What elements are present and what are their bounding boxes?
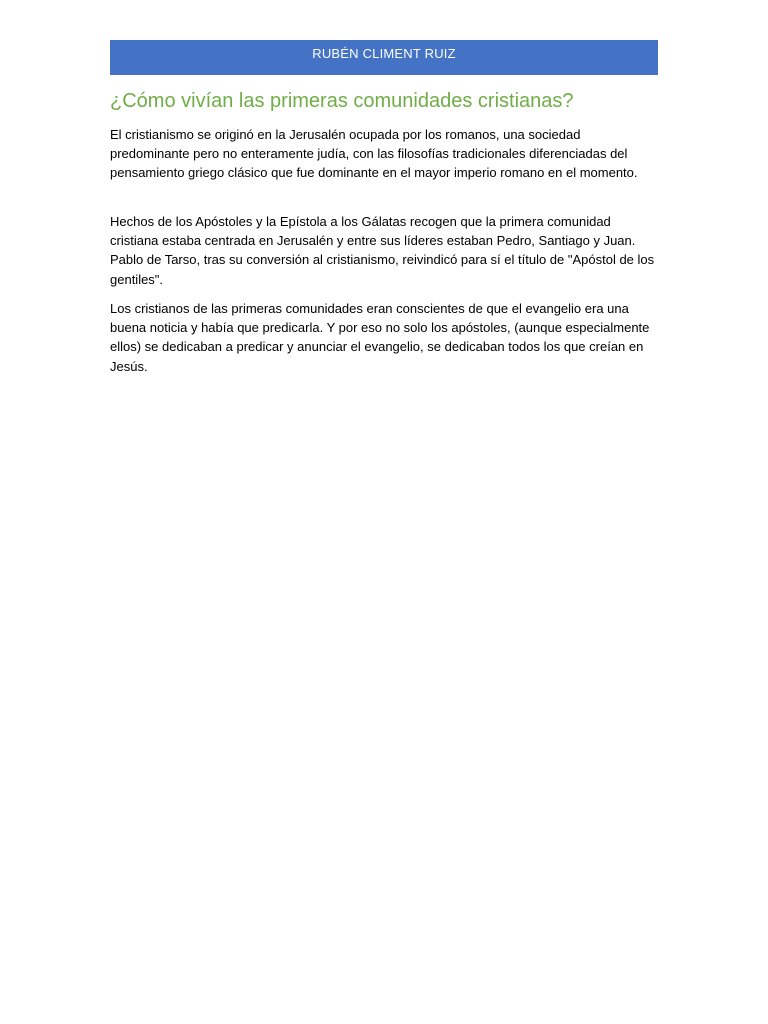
paragraph-3: Los cristianos de las primeras comunidades eran conscientes de que el evangelio era una buena noticia y había que predicarla. Y por eso no solo los apóstoles, (aunque especialmente ellos) se dedicaban a predicar y anunciar el evangelio, se dedicaban todos los que creían en Jesús.: [110, 301, 650, 374]
author-name: RUBÉN CLIMENT RUIZ: [312, 46, 456, 61]
document-title: ¿Cómo vivían las primeras comunidades cristianas?: [110, 90, 574, 112]
paragraph-2: Hechos de los Apóstoles y la Epístola a los Gálatas recogen que la primera comunidad cristiana estaba centrada en Jerusalén y entre sus líderes estaban Pedro, Santiago y Juan. Pablo de Tarso, tras su conversión al cristianismo, reivindicó para sí el título de "Apóstol de los gentiles".: [110, 214, 655, 287]
header-bar: [110, 40, 658, 75]
paragraph-1: El cristianismo se originó en la Jerusalén ocupada por los romanos, una sociedad predominante pero no enteramente judía, con las filosofías tradicionales diferenciadas del pensamiento griego clásico que fue dominante en el mayor imperio romano en el momento.: [110, 127, 638, 181]
